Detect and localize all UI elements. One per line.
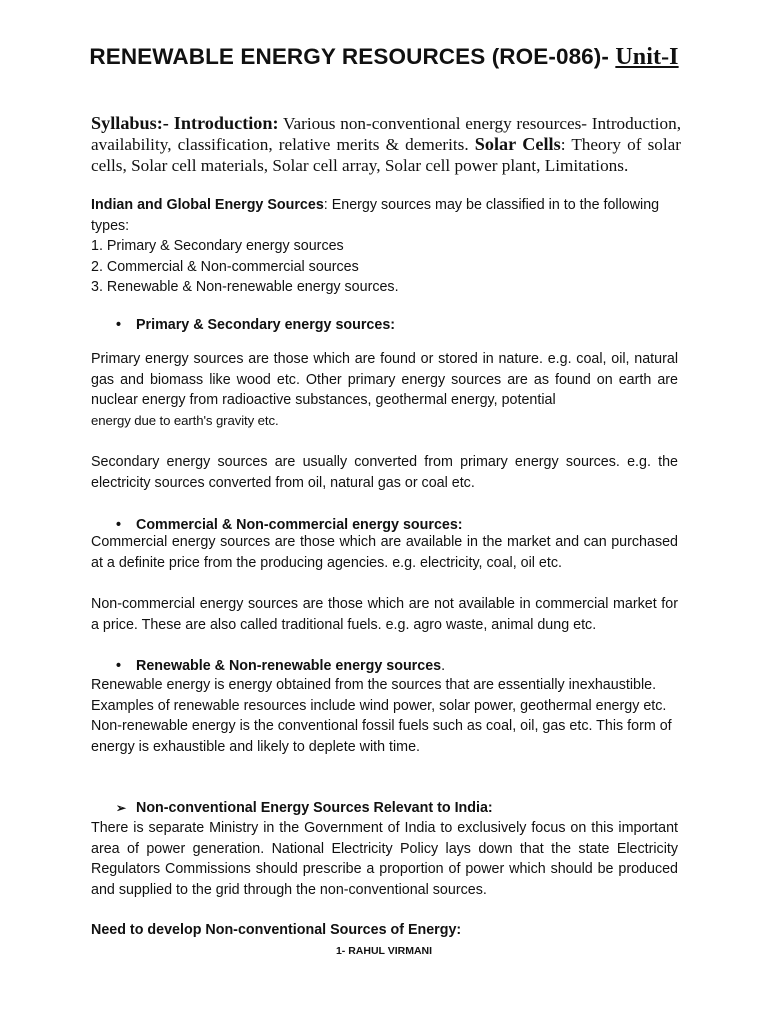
secondary-paragraph: Secondary energy sources are usually converted from primary energy sources. e.g. the electricity sources converted from oil, natural gas or coal etc. [91, 454, 678, 491]
bullet-icon: • [116, 317, 122, 333]
commercial-paragraph: Commercial energy sources are those which are available in the market and can purchased at a definite price from the producing agencies. e.g. electricity, coal, oil etc. [91, 534, 678, 571]
syllabus-paragraph [91, 113, 681, 176]
renewable-heading-period: . [441, 658, 446, 674]
indian-global-text: : Energy sources may be classified in to the following types: [91, 197, 660, 234]
need-heading: Need to develop Non-conventional Sources of Energy: [91, 922, 462, 938]
renewable-paragraph [91, 675, 678, 757]
title-unit: Unit-I [615, 44, 679, 70]
list-item-3: 3. Renewable & Non-renewable energy sources. [91, 279, 399, 295]
nonconventional-heading [116, 798, 676, 818]
noncommercial-paragraph: Non-commercial energy sources are those which are not available in commercial market for a price. These are also called traditional fuels. e.g. agro waste, animal dung etc. [91, 596, 678, 633]
syllabus-solar-label: Solar Cells [474, 134, 561, 154]
syllabus-label: Syllabus:- Introduction: [91, 113, 279, 133]
list-item-2: 2. Commercial & Non-commercial sources [91, 258, 359, 275]
nonconventional-paragraph: There is separate Ministry in the Government of India to exclusively focus on this important area of power generation. National Electricity Policy lays down that the state Electricity Regulators Commissions should prescribe a proportion of power which should be produced and supplied to the grid through the non-conventional sources. [91, 820, 678, 898]
page-title [0, 44, 768, 71]
renewable-heading-text: Renewable & Non-renewable energy sources [136, 658, 442, 674]
renewable-heading [116, 656, 676, 676]
indian-global-heading: Indian and Global Energy Sources [91, 197, 324, 213]
syllabus-text-1: Various non-conventional energy resources- Introduction, availability, classification, relative merits & demerits. [91, 114, 681, 154]
primary-paragraph [91, 349, 678, 431]
list-item-1: 1. Primary & Secondary energy sources [91, 238, 344, 254]
bullet-icon: • [116, 517, 122, 533]
title-main: RENEWABLE ENERGY RESOURCES (ROE-086)- [89, 44, 616, 69]
indian-global-paragraph [91, 195, 678, 298]
page-footer: 1- RAHUL VIRMANI [335, 945, 433, 957]
nonconventional-heading-text: Non-conventional Energy Sources Relevant to India: [136, 800, 493, 816]
syllabus-text-2: : Theory of solar cells, Solar cell materials, Solar cell array, Solar cell power plant, Limitations. [91, 135, 681, 175]
arrow-bullet-icon: ➢ [116, 801, 127, 815]
primary-heading-text: Primary & Secondary energy sources: [136, 317, 396, 333]
primary-para-tail: energy due to earth's gravity etc. [91, 412, 279, 428]
renewable-para-1: Renewable energy is energy obtained from the sources that are essentially inexhaustible. Examples of renewable resources include wind power, solar power, geothermal energy etc. [91, 677, 667, 714]
primary-secondary-heading [116, 315, 676, 335]
commercial-heading-text: Commercial & Non-commercial energy sources: [136, 517, 463, 533]
primary-para-main: Primary energy sources are those which are found or stored in nature. e.g. coal, oil, natural gas and biomass like wood etc. Other primary energy sources are as found on earth are nuclear energy from radioactive substances, geothermal energy, potential [91, 351, 678, 408]
bullet-icon: • [116, 658, 122, 674]
renewable-para-2: Non-renewable energy is the conventional fossil fuels such as coal, oil, gas etc. This form of energy is exhaustible and likely to deplete with time. [91, 718, 672, 755]
